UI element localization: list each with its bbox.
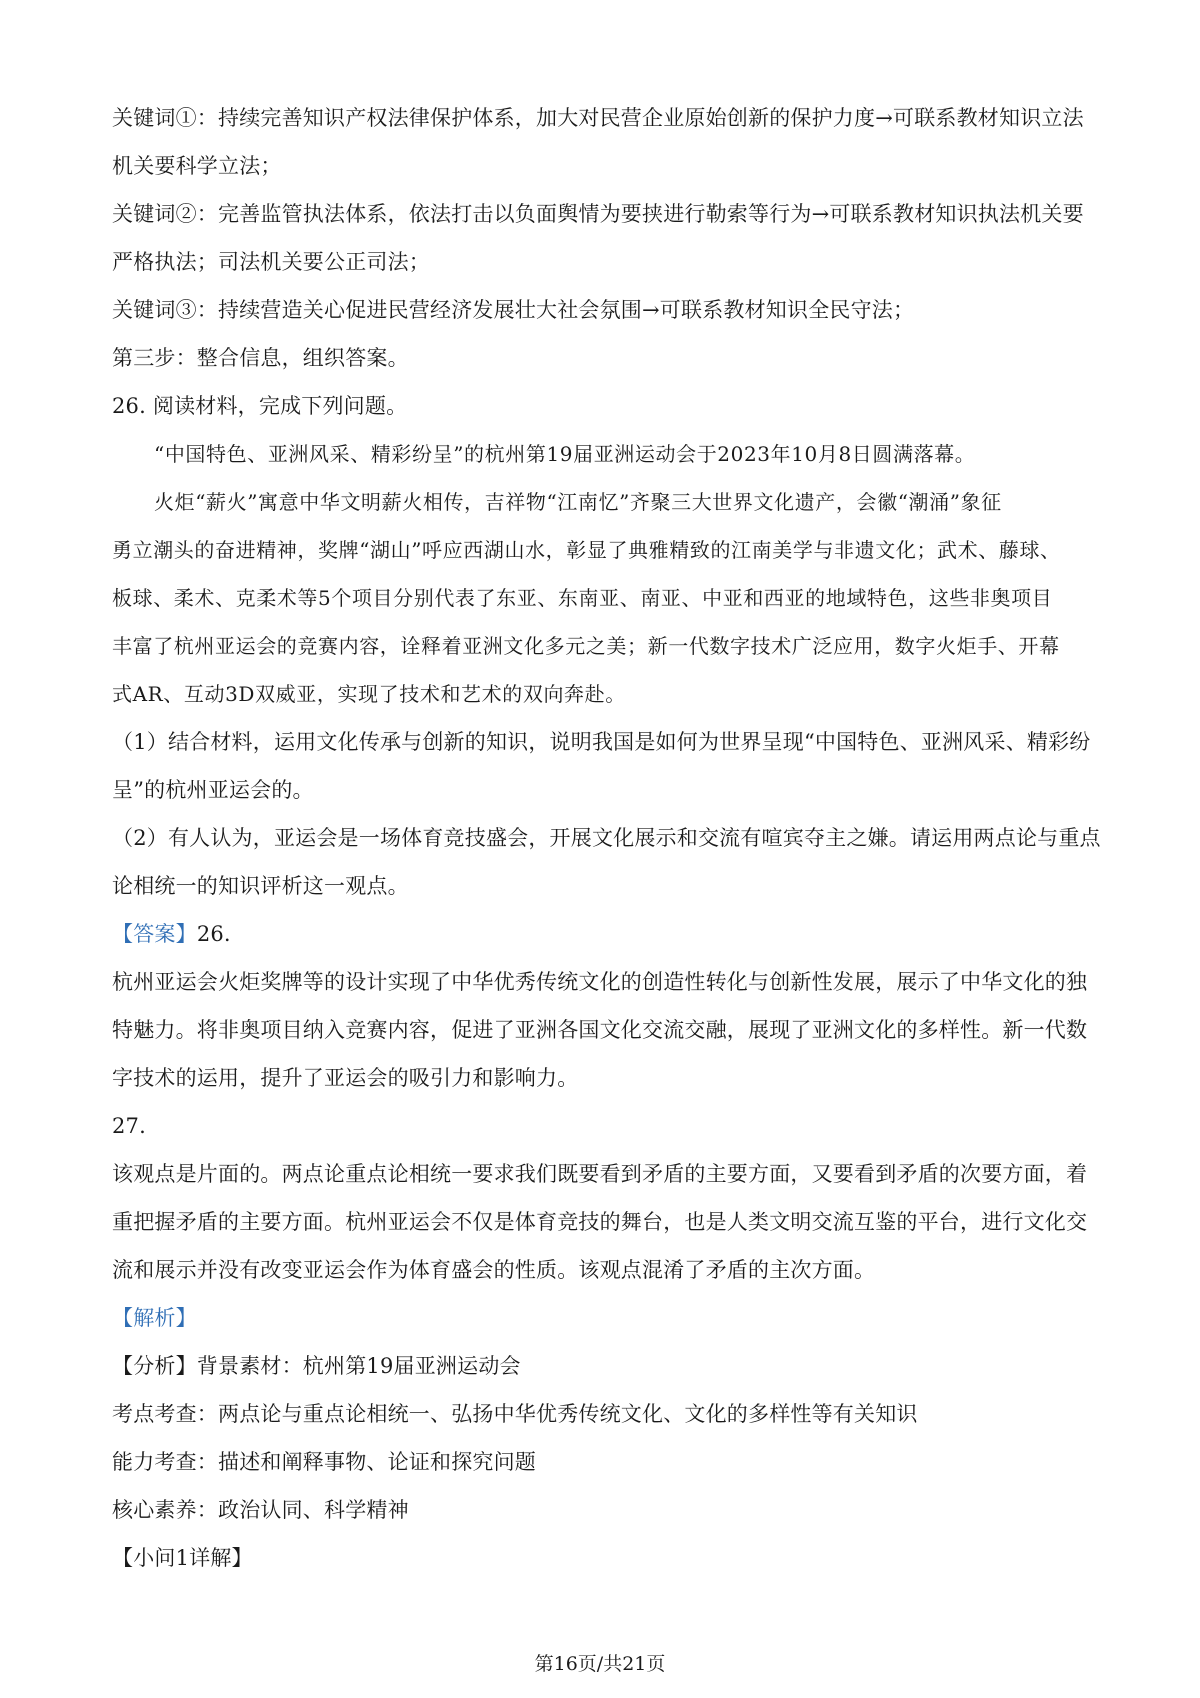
material-paragraph-2-line-1: 火炬“薪火”寓意中华文明薪火相传，吉祥物“江南忆”齐聚三大世界文化遗产，会徽“潮涌”象征: [154, 490, 1002, 514]
sub-question-2-line-2: 论相统一的知识评析这一观点。: [112, 874, 409, 898]
material-paragraph-2-line-5: 式AR、互动3D双威亚，实现了技术和艺术的双向奔赴。: [112, 682, 626, 706]
answer-label: 【答案】: [112, 922, 197, 946]
sub-question-1-line-2: 呈”的杭州亚运会的。: [112, 778, 314, 802]
answer-26-line-3: 字技术的运用，提升了亚运会的吸引力和影响力。: [112, 1066, 579, 1090]
answer-27-line-3: 流和展示并没有改变亚运会作为体育盛会的性质。该观点混淆了矛盾的主次方面。: [112, 1258, 876, 1282]
answer-number-26: 26.: [196, 922, 231, 946]
material-paragraph-2-line-4: 丰富了杭州亚运会的竞赛内容，诠释着亚洲文化多元之美；新一代数字技术广泛应用，数字火炬手、开幕: [112, 634, 1060, 658]
material-paragraph-2-line-2: 勇立潮头的奋进精神，奖牌“湖山”呼应西湖山水，彰显了典雅精致的江南美学与非遗文化；武术、藤球、: [112, 538, 1061, 562]
answer-heading: [112, 910, 1102, 958]
keyword-1-line-2: 机关要科学立法；: [112, 154, 282, 178]
answer-number-27: 27.: [112, 1114, 146, 1138]
keyword-2-line-1: 关键词②：完善监管执法体系，依法打击以负面舆情为要挟进行勒索等行为→可联系教材知识执法机关要: [112, 202, 1084, 226]
analysis-background: 【分析】背景素材：杭州第19届亚洲运动会: [112, 1354, 521, 1378]
answer-26-line-1: 杭州亚运会火炬奖牌等的设计实现了中华优秀传统文化的创造性转化与创新性发展，展示了中华文化的独: [112, 970, 1088, 994]
page-footer: 第16页/共21页: [534, 1653, 666, 1675]
analysis-heading: [112, 1294, 1102, 1342]
page-content: [112, 94, 1102, 1582]
answer-27-line-2: 重把握矛盾的主要方面。杭州亚运会不仅是体育竞技的舞台，也是人类文明交流互鉴的平台，进行文化交: [112, 1210, 1088, 1234]
keyword-3-line: 关键词③：持续营造关心促进民营经济发展壮大社会氛围→可联系教材知识全民守法；: [112, 298, 915, 322]
sub-question-1-line-1: （1）结合材料，运用文化传承与创新的知识，说明我国是如何为世界呈现“中国特色、亚洲风采、精彩纷: [112, 730, 1091, 754]
question-26-heading: 26. 阅读材料，完成下列问题。: [112, 394, 408, 418]
analysis-label: 【解析】: [112, 1306, 197, 1330]
sub-question-2-line-1: （2）有人认为，亚运会是一场体育竞技盛会，开展文化展示和交流有喧宾夺主之嫌。请运用两点论与重点: [112, 826, 1101, 850]
analysis-ability: 能力考查：描述和阐释事物、论证和探究问题: [112, 1450, 536, 1474]
keyword-1-line-1: 关键词①：持续完善知识产权法律保护体系，加大对民营企业原始创新的保护力度→可联系教材知识立法: [112, 106, 1084, 130]
analysis-core-literacy: 核心素养：政治认同、科学精神: [112, 1498, 409, 1522]
answer-26-line-2: 特魅力。将非奥项目纳入竞赛内容，促进了亚洲各国文化交流交融，展现了亚洲文化的多样性。新一代数: [112, 1018, 1088, 1042]
material-paragraph-1: “中国特色、亚洲风采、精彩纷呈”的杭州第19届亚洲运动会于2023年10月8日圆满落幕。: [154, 442, 976, 466]
analysis-exam-points: 考点考查：两点论与重点论相统一、弘扬中华优秀传统文化、文化的多样性等有关知识: [112, 1402, 918, 1426]
sub-question-1-detail-heading: 【小问1详解】: [112, 1546, 253, 1570]
step-three-line: 第三步：整合信息，组织答案。: [112, 346, 409, 370]
keyword-2-line-2: 严格执法；司法机关要公正司法；: [112, 250, 430, 274]
material-paragraph-2-line-3: 板球、柔术、克柔术等5个项目分别代表了东亚、东南亚、南亚、中亚和西亚的地域特色，这些非奥项目: [112, 586, 1053, 610]
answer-27-line-1: 该观点是片面的。两点论重点论相统一要求我们既要看到矛盾的主要方面，又要看到矛盾的次要方面，着: [112, 1162, 1088, 1186]
